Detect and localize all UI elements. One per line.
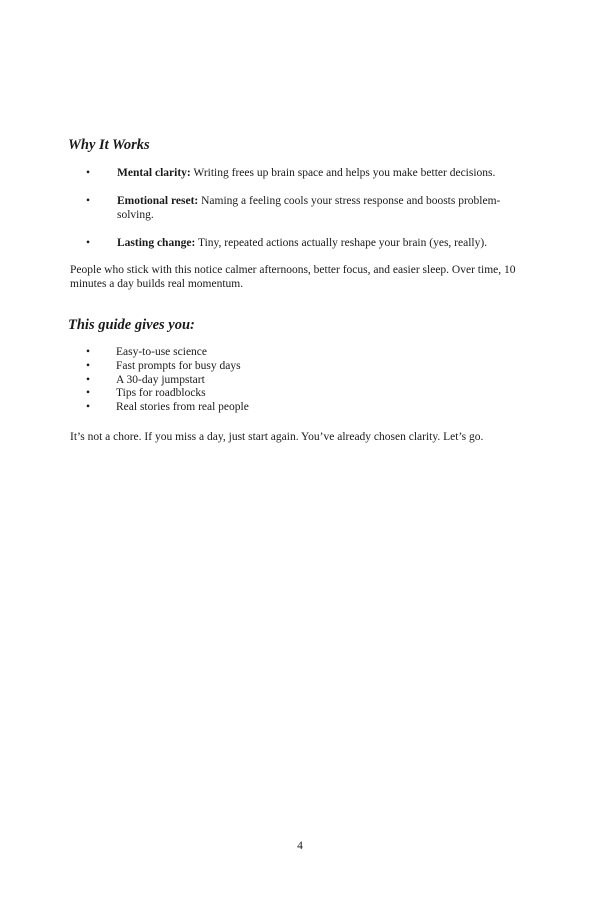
- list-item: [86, 194, 536, 222]
- list-item: [86, 374, 249, 388]
- list-item: [86, 387, 249, 401]
- bullet-icon: •: [86, 195, 91, 207]
- section-heading-guide-gives-you: This guide gives you:: [68, 317, 195, 333]
- list-item: [86, 401, 249, 415]
- list-item-text: Tips for roadblocks: [116, 387, 206, 400]
- bullet-icon: •: [86, 387, 91, 400]
- body-paragraph-results: People who stick with this notice calmer afternoons, better focus, and easier sleep. Over time, 10 minutes a day builds real momentum.: [70, 264, 516, 290]
- bullet-icon: •: [86, 237, 91, 249]
- list-item: [86, 236, 536, 250]
- guide-contents-list: [86, 346, 249, 415]
- bullet-icon: •: [86, 167, 91, 179]
- bullet-icon: •: [86, 373, 91, 386]
- list-item: [86, 166, 536, 180]
- page-number: 4: [297, 840, 303, 852]
- list-item-text: Fast prompts for busy days: [116, 359, 241, 372]
- list-item-text: Easy-to-use science: [116, 346, 208, 358]
- bullet-icon: •: [86, 401, 91, 414]
- section-heading-why-it-works: Why It Works: [68, 137, 150, 153]
- bullet-icon: •: [86, 346, 91, 358]
- list-item: [86, 360, 249, 374]
- bullet-text: Writing frees up brain space and helps you make better decisions.: [190, 167, 496, 179]
- bullet-label: Emotional reset:: [117, 195, 199, 207]
- list-item-text: Real stories from real people: [116, 401, 249, 414]
- bullet-label: Lasting change:: [117, 237, 196, 249]
- benefits-list: [86, 166, 536, 264]
- bullet-text: Tiny, repeated actions actually reshape your brain (yes, really).: [195, 237, 488, 249]
- list-item: [86, 346, 249, 360]
- bullet-text: Naming a feeling cools your stress response and boosts problem-solving.: [117, 195, 501, 221]
- body-paragraph-closing: It’s not a chore. If you miss a day, just start again. You’ve already chosen clarity. Let’s go.: [70, 431, 484, 443]
- bullet-icon: •: [86, 359, 91, 372]
- bullet-label: Mental clarity:: [117, 167, 191, 179]
- list-item-text: A 30-day jumpstart: [116, 373, 205, 386]
